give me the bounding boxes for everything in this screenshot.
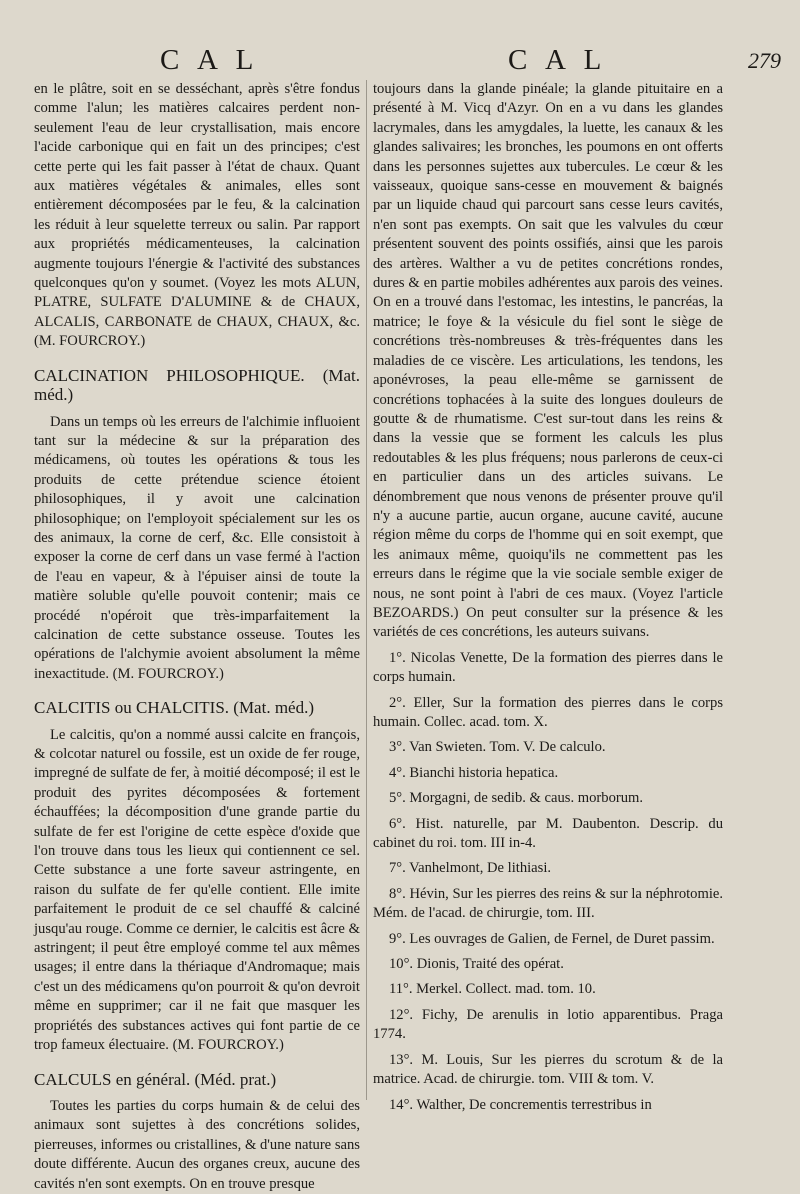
running-head-right: C A L — [508, 44, 608, 76]
reference-item: 2°. Eller, Sur la formation des pierres dans le corps humain. Collec. acad. tom. X. — [373, 694, 723, 730]
reference-item: 13°. M. Louis, Sur les pierres du scrotum & de la matrice. Acad. de chirurgie. tom. VIII & tom. V. — [373, 1051, 723, 1088]
calcination-philosophique-text: Dans un temps où les erreurs de l'alchimie influoient tant sur la médecine & sur la préparation des médicamens, où toutes les opérations & tous les produits de cette prétendue science étoient philosophiques, il y avoit une calcination philosophique; on l'employoit spécialement sur les os des animaux, la corne de cerf, &c. Elle consistoit à exposer la corne de cerf dans un vase fermé à l'action de l'eau en vapeur, & à l'épuiser ainsi de toute la matière soluble qu'elle pouvoit contenir; mais ce procédé n'opéroit que très-imparfaitement la calcination de cette substance osseuse. Toutes les opérations de l'alchymie avoient absolument la même inexactitude. (M. FOURCROY.) — [34, 413, 360, 682]
column-divider — [366, 80, 367, 1100]
calcination-text: en le plâtre, soit en se desséchant, après s'être fondus comme l'alun; les matières calcaires perdent non-seulement l'eau de leur crystallisation, mais encore l'acide carbonique qui en fait un des principes; c'est cette perte qui les fait passer à l'état de chaux. Quant aux matières végétales & animales, elles sont entièrement décomposées par le feu, & la calcination les réduit à leur squelette terreux ou salin. Par rapport aux propriétés médicamenteuses, la calcination augmente toujours l'énergie & l'activité des substances quelconques qu'on y soumet. (Voyez les mots ALUN, PLATRE, SULFATE D'ALUMINE & de CHAUX, ALCALIS, CARBONATE de CHAUX, CHAUX, &c. (M. FOURCROY.) — [34, 81, 360, 350]
reference-item: 7°. Vanhelmont, De lithiasi. — [389, 860, 552, 877]
reference-item: 12°. Fichy, De arenulis in lotio apparentibus. Praga 1774. — [373, 1006, 723, 1043]
reference-item: 1°. Nicolas Venette, De la formation des pierres dans le corps humain. — [373, 649, 723, 686]
calcitis-text: Le calcitis, qu'on a nommé aussi calcite en françois, & colcotar naturel ou fossile, est un oxide de fer rouge, impregné de sulfate de fer, à moitié décomposé; il est le produit des pyrites décomposées & fortement échauffées; la décomposition d'une grande partie du sulfate de fer est l'origine de cette espèce d'oxide que l'on trouve dans tous les lieux qui contiennent ce sel. Cette substance a une forte saveur astringente, en raison du sulfate de fer qu'elle contient. Elle imite parfaitement le produit de ce sel chauffé & calciné jusqu'au rouge. Comme ce dernier, le calcitis est âcre & astringent; il peut être employé comme tel aux mêmes usages; il entre dans la thériaque d'Andromaque; mais c'est un des médicamens qu'on pourroit & qu'on devroit même en supprimer; car il ne fait que masquer les propriétés des substances actives qui font partie de ce trop fameux électuaire. (M. FOURCROY.) — [34, 726, 360, 1054]
reference-item: 5°. Morgagni, de sedib. & caus. morborum. — [389, 790, 644, 807]
running-head-left: C A L — [160, 44, 260, 76]
reference-item: 9°. Les ouvrages de Galien, de Fernel, de Duret passim. — [389, 930, 715, 947]
reference-item: 8°. Hévin, Sur les pierres des reins & sur la néphrotomie. Mém. de l'acad. de chirurgie, tom. III. — [373, 885, 723, 922]
reference-item: 14°. Walther, De concrementis terrestribus in — [389, 1096, 652, 1113]
reference-item: 6°. Hist. naturelle, par M. Daubenton. Descrip. du cabinet du roi. tom. III in-4. — [373, 815, 723, 852]
right-column — [373, 80, 723, 1115]
reference-item: 10°. Dionis, Traité des opérat. — [389, 956, 564, 973]
heading-calcitis: CALCITIS ou CHALCITIS. (Mat. méd.) — [34, 698, 315, 718]
reference-item: 3°. Van Swieten. Tom. V. De calculo. — [389, 739, 606, 756]
heading-calcination-philosophique: CALCINATION PHILOSOPHIQUE. (Mat. méd.) — [34, 365, 360, 405]
calculs-continued-text: toujours dans la glande pinéale; la glande pituitaire en a présenté à M. Vicq d'Azyr. On en a vu dans les glandes lacrymales, dans les amygdales, la luette, les canaux & les glandes salivaires; les bronches, les poumons en ont offerts dans les personnes sujettes aux tubercules. Le cœur & les vaisseaux, quoique sans-cesse en mouvement & baignés par un liquide chaud qui parcourt sans cesse leurs cavités, n'en sont pas exempts. On sait que les valvules du cœur présentent souvent des points ossifiés, ainsi que les parois des artères. Walther a vu de petites concrétions rondes, dures & en partie mobiles adhérentes aux parois des veines. On en a trouvé dans l'estomac, les intestins, le pancréas, la matrice; le foye & la vésicule du fiel sont le siège de concrétions très-nombreuses & très-fréquentes dans les maladies de ce viscère. Les articulations, les tendons, les aponévroses, la peau elle-même se garnissent de concrétions tophacées à la suite des longues douleurs de goutte & de rhumatisme. C'est sur-tout dans les reins & dans la vessie que se forment les calculs les plus redoutables & les plus fréquens; nous parlerons de ceux-ci en particulier dans un des articles suivans. Le dénombrement que nous venons de présenter prouve qu'il n'y a aucune partie, aucun organe, aucune cavité, aucune région même du corps de l'homme qui en soit exempt, que les animaux même, quoiqu'ils ne commettent pas les erreurs dans le régime que la vie sociale semble exiger de nous, ne sont point à l'abri de ces maux. (Voyez l'article BEZOARDS.) On peut consulter sur la présence & les variétés de ces concrétions, les auteurs suivans. — [373, 81, 723, 641]
reference-item: 4°. Bianchi historia hepatica. — [389, 764, 559, 781]
reference-item: 11°. Merkel. Collect. mad. tom. 10. — [389, 981, 596, 998]
heading-calculs: CALCULS en général. (Méd. prat.) — [34, 1069, 277, 1089]
left-column — [34, 80, 360, 1194]
calculs-text: Toutes les parties du corps humain & de celui des animaux sont sujettes à des concrétions solides, pierreuses, informes ou cristallines, & d'une nature sans doute différente. Aucun des organes creux, aucune des cavités n'en sont exempts. On en trouve presque — [34, 1097, 360, 1192]
page-number: 279 — [748, 48, 781, 73]
